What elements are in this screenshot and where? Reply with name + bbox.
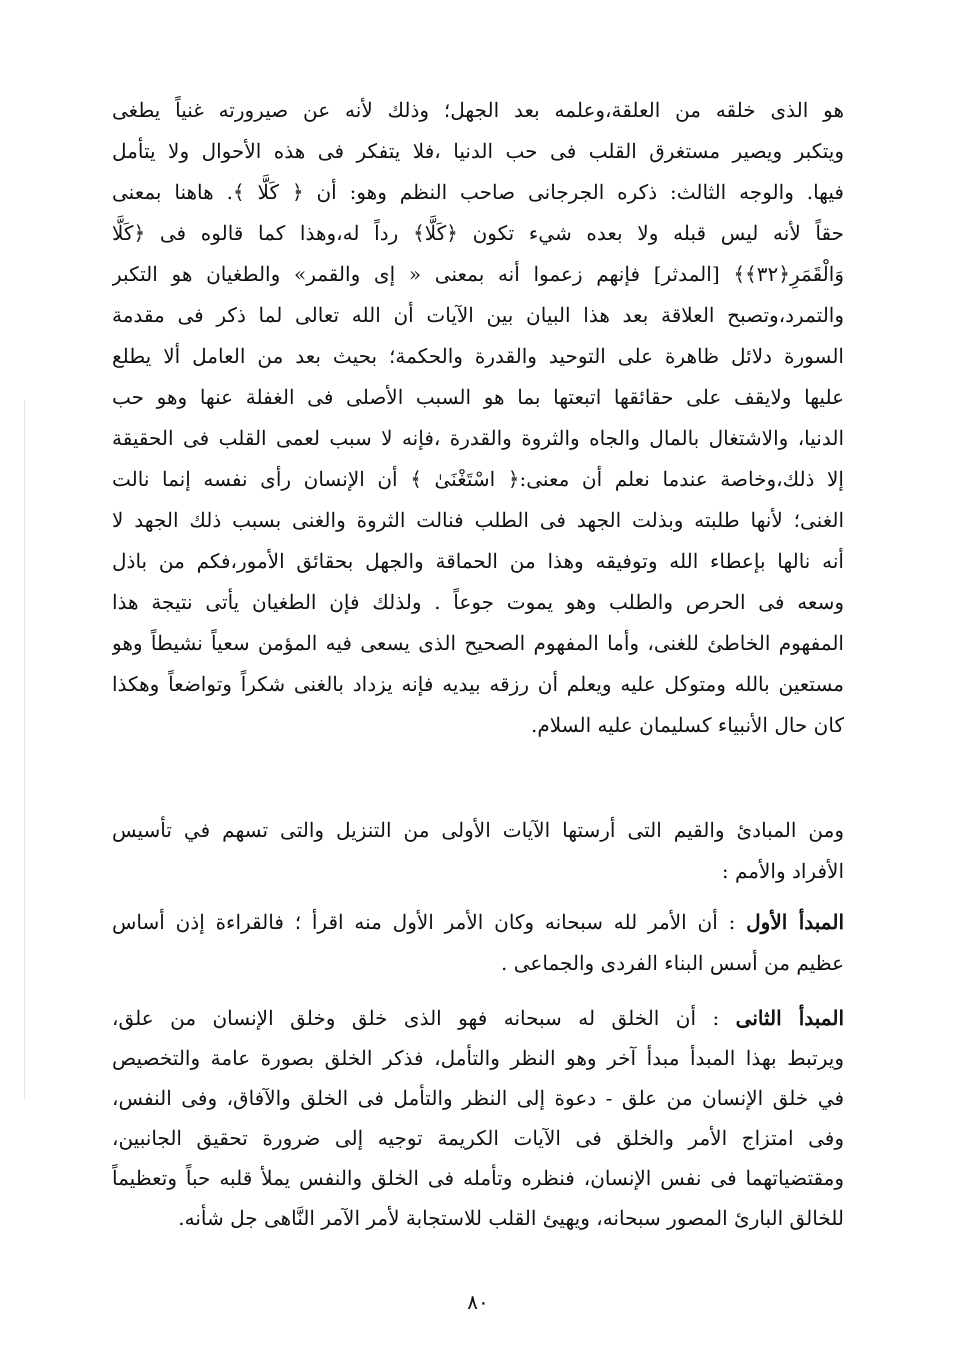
text-line: وسعه فى الحرص والطلب وهو يموت جوعاً . ولذلك فإن الطغيان يأتى نتيجة هذا — [112, 590, 844, 614]
text-line: إلا ذلك،وخاصة عندما نعلم أن معنى:﴿ اسْتَغْنَىٰ ﴾ أن الإنسان رأى نفسه إنما نالت — [112, 467, 844, 491]
text-line — [112, 998, 844, 1038]
text-line: الغنى؛ لأنها طلبته وبذلت الجهد فى الطلب فنالت الثروة والغنى بسبب ذلك الجهد لا — [112, 508, 844, 532]
principle-heading: المبدأ الثانى — [735, 1006, 844, 1030]
text-line: ويرتبط بهذا المبدأ مبدأ آخر وهو النظر والتأمل، فذكر الخلق بصورة عامة والتخصيص — [112, 1046, 844, 1070]
scan-edge-line — [24, 400, 25, 1100]
paragraph-second-principle — [112, 998, 844, 1238]
text-line: ومن المبادئ والقيم التى أرستها الآيات الأولى من التنزيل والتى تسهم في تأسيس — [112, 818, 844, 842]
text-line: ويتكبر ويصير مستغرق القلب فى حب الدنيا ،فلا يتفكر فى هذه الأحوال ولا يتأمل — [112, 139, 844, 163]
text-line: وفى امتزاج الأمر والخلق فى الآيات الكريمة توجيه إلى ضرورة تحقيق الجانبين، — [112, 1126, 844, 1150]
text-line: والتمرد،وتصبح العلاقة بعد هذا البيان بين الآيات أن الله تعالى لما ذكر فى مقدمة — [112, 303, 844, 327]
text-line: السورة دلائل ظاهرة على التوحيد والقدرة والحكمة؛ بحيث بعد من العامل ألا يطلع — [112, 344, 844, 368]
text-line: ومقتضياتهما فى نفس الإنسان، فنظره وتأمله فى الخلق والنفس يملأ قلبه حباً وتعظيماً — [112, 1166, 844, 1190]
text-line: هو الذى خلقه من العلقة،وعلمه بعد الجهل؛ وذلك لأنه عن صيرورته غنياً يطغى — [112, 98, 844, 122]
text-line: أنه نالها بإعطاء الله وتوفيقه وهذا من الحماقة والجهل بحقائق الأمور،فكم من باذل — [112, 549, 844, 573]
text-line: وَالْقَمَرِ﴿٣٢﴾﴾ [المدثر] فإنهم زعموا أنه بمعنى « إى والقمر» والطغيان هو التكبر — [112, 262, 844, 286]
text-span: : أن الخلق له سبحانه فهو الذى خلق وخلق الإنسان من علق، — [112, 1006, 720, 1030]
text-line: عليها ولايقف على حقائقها اتبعتها بما هو السبب الأصلى فى الغفلة عنها وهو حب — [112, 385, 844, 409]
principle-heading: المبدأ الأول — [746, 910, 844, 934]
text-line: عظيم من أسس البناء الفردى والجماعى . — [501, 951, 844, 975]
text-line: المفهوم الخاطئ للغنى، وأما المفهوم الصحيح الذى يسعى فيه المؤمن سعياً نشيطاً وهو — [112, 631, 844, 655]
text-line: الأفراد والأمم : — [721, 859, 844, 883]
text-line: مستعين بالله ومتوكل عليه ويعلم أن رزقه بيديه فإنه يزداد بالغنى شكراً وتواضعاً وهكذا — [112, 672, 844, 696]
text-line: كان حال الأنبياء كسليمان عليه السلام. — [530, 713, 844, 737]
paragraph-first-principle — [112, 902, 844, 984]
page-number: ٨٠ — [467, 1290, 489, 1314]
text-span: : أن الأمر لله سبحانه وكان الأمر الأول منه اقرأ ؛ فالقراءة إذن أساس — [112, 910, 736, 934]
paragraph-tafsir — [112, 90, 844, 746]
text-line: الدنيا، والاشتغال بالمال والجاه والثروة والقدرة ،فإنه لا سبب لعمى القلب فى الحقيقة — [112, 426, 844, 450]
paragraph-principles-intro — [112, 810, 844, 892]
text-line: فيها. والوجه الثالث: ذكره الجرجانى صاحب النظم وهو: أن ﴿ كَلَّا ﴾. هاهنا بمعنى — [112, 180, 844, 204]
text-line: للخالق البارئ المصور سبحانه، ويهيئ القلب للاستجابة لأمر الآمر النَّاهى جل شأنه. — [178, 1206, 844, 1230]
text-line: حقاً لأنه ليس قبله ولا بعده شيء تكون ﴿كَلَّا﴾ رداً له،وهذا كما قالوه فى ﴿كَلَّا — [112, 221, 844, 245]
text-line: في خلق الإنسان من علق - دعوة إلى النظر والتأمل فى الخلق والآفاق، وفى النفس، — [112, 1086, 844, 1110]
text-line — [112, 902, 844, 943]
